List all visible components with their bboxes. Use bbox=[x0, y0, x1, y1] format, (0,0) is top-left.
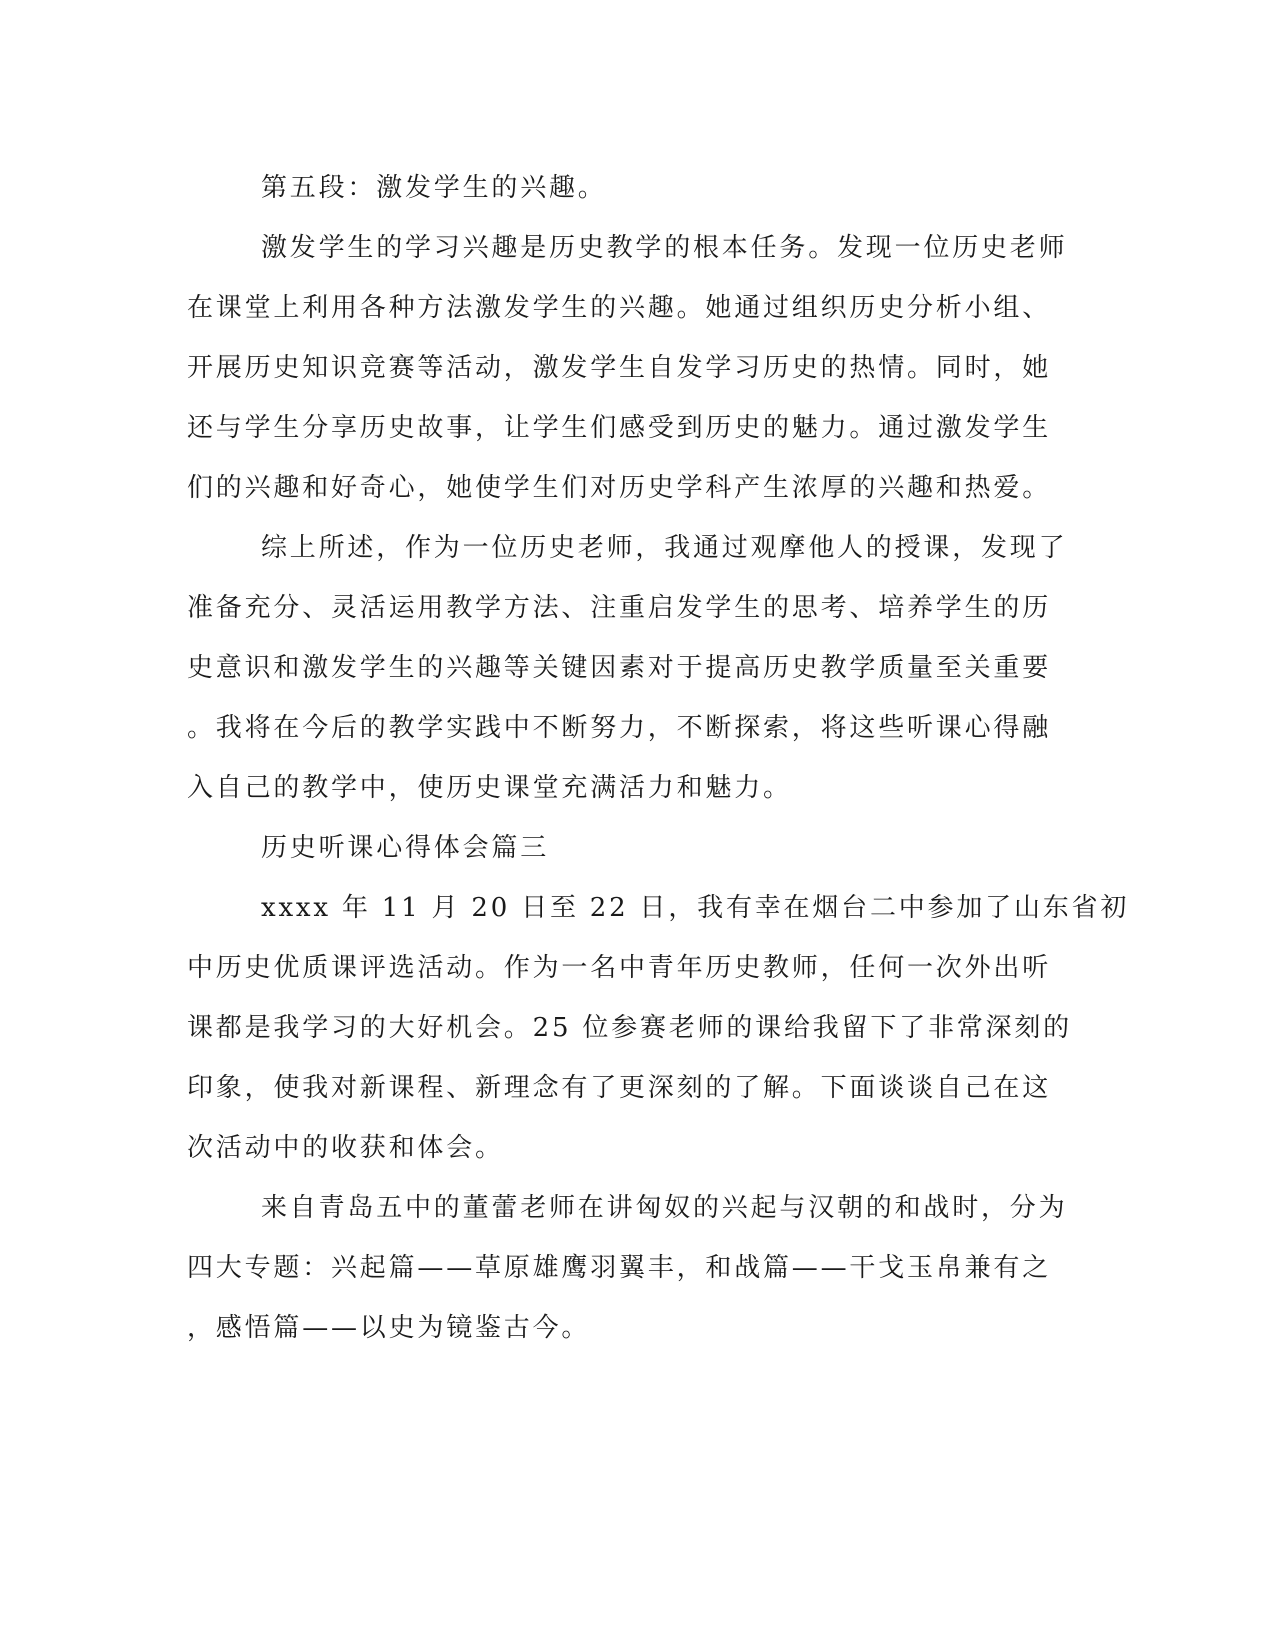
text-line: 准备充分、灵活运用教学方法、注重启发学生的思考、培养学生的历 bbox=[187, 593, 1052, 623]
text-line: 四大专题：兴起篇——草原雄鹰羽翼丰，和战篇——干戈玉帛兼有之 bbox=[187, 1253, 1052, 1283]
text-line: 中历史优质课评选活动。作为一名中青年历史教师，任何一次外出听 bbox=[187, 953, 1052, 983]
text-line: 们的兴趣和好奇心，她使学生们对历史学科产生浓厚的兴趣和热爱。 bbox=[187, 473, 1052, 503]
text-line: 印象，使我对新课程、新理念有了更深刻的了解。下面谈谈自己在这 bbox=[187, 1073, 1052, 1103]
text-line: 开展历史知识竞赛等活动，激发学生自发学习历史的热情。同时，她 bbox=[187, 353, 1052, 383]
text-line: 还与学生分享历史故事，让学生们感受到历史的魅力。通过激发学生 bbox=[187, 413, 1052, 443]
text-line: 史意识和激发学生的兴趣等关键因素对于提高历史教学质量至关重要 bbox=[187, 653, 1052, 683]
section-heading: 历史听课心得体会篇三 bbox=[261, 833, 550, 863]
text-line: ，感悟篇——以史为镜鉴古今。 bbox=[187, 1313, 591, 1343]
text-line: xxxx 年 11 月 20 日至 22 日，我有幸在烟台二中参加了山东省初 bbox=[261, 893, 1130, 923]
text-line: 综上所述，作为一位历史老师，我通过观摩他人的授课，发现了 bbox=[261, 533, 1068, 563]
text-line: 在课堂上利用各种方法激发学生的兴趣。她通过组织历史分析小组、 bbox=[187, 293, 1052, 323]
section-heading: 第五段：激发学生的兴趣。 bbox=[261, 173, 607, 203]
text-line: 课都是我学习的大好机会。25 位参赛老师的课给我留下了非常深刻的 bbox=[187, 1013, 1072, 1043]
text-line: 次活动中的收获和体会。 bbox=[187, 1133, 504, 1163]
document-body bbox=[187, 158, 1130, 1358]
text-line: 来自青岛五中的董蕾老师在讲匈奴的兴起与汉朝的和战时，分为 bbox=[261, 1193, 1068, 1223]
text-line: 入自己的教学中，使历史课堂充满活力和魅力。 bbox=[187, 773, 792, 803]
text-line: 。我将在今后的教学实践中不断努力，不断探索，将这些听课心得融 bbox=[187, 713, 1052, 743]
text-line: 激发学生的学习兴趣是历史教学的根本任务。发现一位历史老师 bbox=[261, 233, 1068, 263]
